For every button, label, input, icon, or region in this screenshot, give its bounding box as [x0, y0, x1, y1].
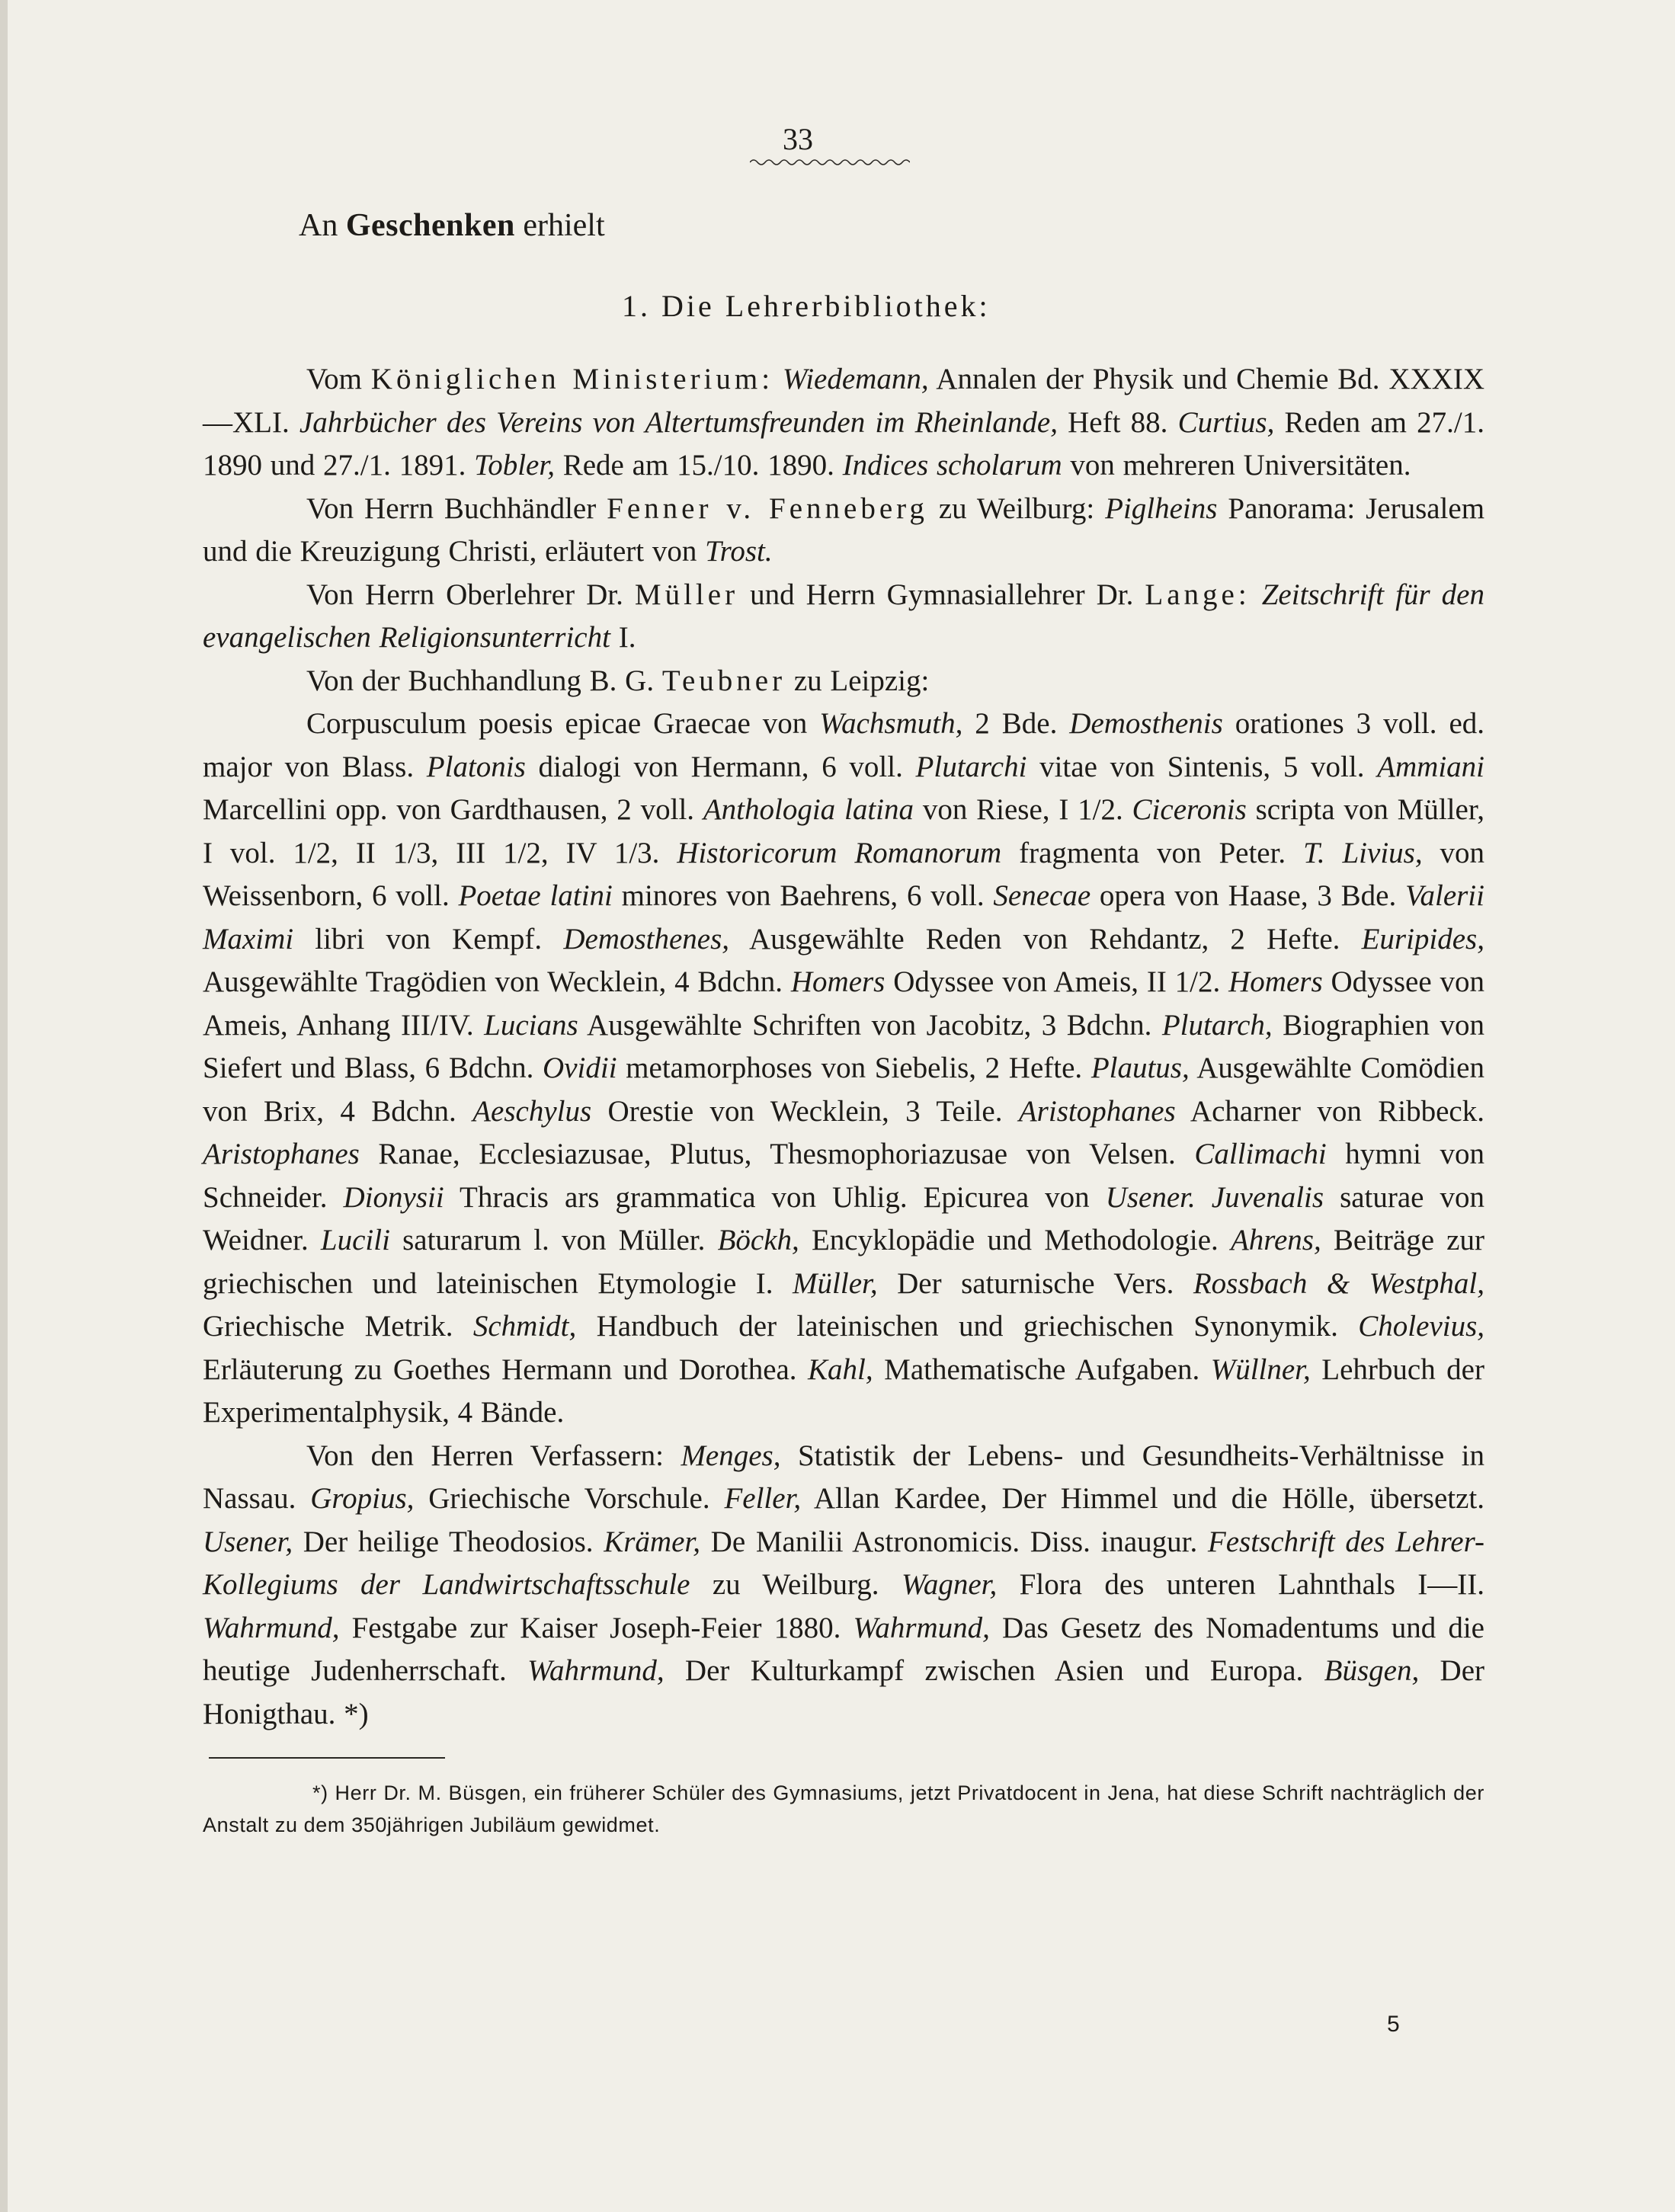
text: Rede am 15./10. 1890.: [562, 449, 834, 482]
italic-segment: Aristophanes: [203, 1138, 360, 1170]
italic-segment: Ammiani: [1377, 750, 1484, 783]
italic-segment: Valerii Maximi: [203, 879, 1484, 956]
author-name: Curtius,: [1177, 405, 1275, 439]
text-segment: orationes 3 voll. ed. major von Blass.: [203, 707, 1485, 783]
text: Von der Buchhandlung B. G.: [306, 664, 655, 697]
text-segment: zu Weilburg.: [690, 1568, 902, 1601]
spaced-text: Müller: [634, 578, 739, 611]
italic-segment: Plautus,: [1091, 1052, 1190, 1084]
text-segment: hymni von Schneider.: [203, 1138, 1485, 1214]
italic-segment: Demosthenis: [1069, 707, 1223, 740]
italic-segment: Schmidt,: [472, 1310, 577, 1343]
italic-segment: Menges,: [681, 1439, 781, 1472]
footnote-rule: [209, 1757, 445, 1759]
italic-segment: Ahrens,: [1230, 1224, 1321, 1256]
text-segment: De Manilii Astronomicis. Diss. inaugur.: [700, 1525, 1208, 1558]
italic-segment: Homers: [1228, 965, 1323, 998]
text: Reden am 27./1. 1890 und 27./1. 1891.: [203, 405, 1485, 482]
author-name: Tobler,: [474, 449, 555, 482]
page-number: 33: [783, 122, 813, 156]
italic-segment: Cholevius,: [1358, 1310, 1485, 1343]
italic-segment: Wahrmund,: [203, 1611, 340, 1644]
text-segment: Ranae, Ecclesiazusae, Plutus, Thesmophoriazusae von Velsen.: [359, 1138, 1195, 1170]
spaced-text: Lange:: [1145, 578, 1251, 611]
italic-segment: Demosthenes,: [563, 922, 730, 956]
heading-suffix: erhielt: [523, 208, 605, 243]
subsection-title: 1. Die Lehrerbibliothek:: [622, 289, 991, 323]
text-segment: Von den Herren Verfassern:: [306, 1439, 681, 1472]
page-edge: [0, 0, 8, 2212]
title-text: Jahrbücher des Vereins von Altertumsfreunden im Rheinlande,: [299, 405, 1058, 439]
signature-mark: 5: [1387, 2012, 1400, 2037]
text: Heft 88.: [1068, 405, 1168, 439]
text-segment: Lehrbuch der Experimentalphysik, 4 Bände.: [203, 1352, 1484, 1429]
spaced-text: Königlichen Ministerium:: [370, 363, 774, 395]
text-segment: Marcellini opp. von Gardthausen, 2 voll.: [203, 793, 703, 826]
italic-segment: Wahrmund,: [853, 1611, 990, 1644]
heading-prefix: An: [299, 208, 338, 243]
text-segment: Handbuch der lateinischen und griechischen Synonymik.: [576, 1310, 1359, 1343]
text-segment: Odyssee von Ameis, Anhang III/IV.: [203, 965, 1484, 1042]
text-segment: Ausgewählte Schriften von Jacobitz, 3 Bdchn.: [578, 1008, 1162, 1042]
italic-segment: Aristophanes: [1018, 1094, 1176, 1128]
text-segment: Mathematische Aufgaben.: [873, 1352, 1211, 1386]
text-segment: Ausgewählte Reden von Rehdantz, 2 Hefte.: [729, 922, 1362, 956]
italic-segment: Juvenalis: [1211, 1180, 1324, 1214]
italic-segment: T. Livius,: [1303, 836, 1423, 869]
author-name: Piglheins: [1105, 491, 1218, 525]
text-segment: Thracis ars grammatica von Uhlig. Epicurea von: [444, 1180, 1106, 1214]
text-segment: Der heilige Theodosios.: [293, 1525, 604, 1558]
heading-bold: Geschenken: [345, 208, 515, 243]
italic-segment: Aeschylus: [472, 1094, 592, 1128]
author-name: Trost.: [705, 535, 773, 568]
text-segment: metamorphoses von Siebelis, 2 Hefte.: [617, 1052, 1091, 1084]
italic-segment: Plutarchi: [915, 750, 1027, 783]
spaced-text: Teubner: [661, 664, 786, 697]
text-segment: scripta von Müller, I vol. 1/2, II 1/3, III 1/2, IV 1/3.: [203, 793, 1484, 869]
text-segment: Encyklopädie und Methodologie.: [799, 1224, 1231, 1256]
text-segment: fragmenta von Peter.: [1001, 836, 1304, 869]
italic-segment: Ciceronis: [1132, 793, 1247, 826]
text-segment: Statistik der Lebens- und Gesundheits-Verhältnisse in Nassau.: [203, 1439, 1484, 1515]
paragraph-verfassern: [203, 1435, 1484, 1737]
page-body: [203, 122, 1484, 1841]
text-segment: Biographien von Siefert und Blass, 6 Bdchn.: [203, 1008, 1484, 1084]
text: Annalen der Physik und Chemie Bd. XXXIX—XLI.: [203, 363, 1484, 439]
text-segment: Corpusculum poesis epicae Graecae von: [306, 707, 820, 740]
decorative-wave-rule: [750, 157, 910, 168]
text-segment: Odyssee von Ameis, II 1/2.: [885, 965, 1229, 998]
text: zu Leipzig:: [793, 664, 930, 697]
text: Von Herrn Buchhändler: [306, 491, 597, 525]
italic-segment: Euripides,: [1361, 922, 1484, 956]
text-segment: saturae von Weidner.: [203, 1180, 1484, 1256]
italic-segment: Poetae latini: [458, 879, 613, 912]
paragraph-teubner-list: [203, 703, 1484, 1435]
title-text: Indices scholarum: [842, 449, 1062, 482]
italic-segment: Dionysii: [343, 1180, 444, 1214]
text-segment: Flora des unteren Lahnthals I—II.: [997, 1568, 1484, 1601]
text: Von Herrn Oberlehrer Dr.: [306, 578, 623, 611]
italic-segment: Lucians: [484, 1008, 578, 1042]
italic-segment: Usener.: [1105, 1180, 1196, 1214]
text-segment: von Weissenborn, 6 voll.: [203, 836, 1484, 912]
text: von mehreren Universitäten.: [1070, 449, 1411, 482]
text-segment: vitae von Sintenis, 5 voll.: [1026, 750, 1378, 783]
paragraph-ministerium: [203, 358, 1484, 488]
section-heading: [299, 203, 1484, 248]
text: Panorama: Jerusalem und die Kreuzigung Christi, erläutert von: [203, 491, 1485, 568]
italic-segment: Platonis: [426, 750, 526, 783]
italic-segment: Callimachi: [1194, 1138, 1327, 1170]
italic-segment: Wachsmuth,: [819, 707, 963, 740]
italic-segment: Wagner,: [901, 1568, 998, 1601]
text-segment: 2 Bde.: [962, 707, 1070, 740]
text-segment: libri von Kempf.: [293, 922, 564, 956]
italic-segment: Festschrift des Lehrer-Kollegiums der Landwirtschaftsschule: [203, 1525, 1484, 1601]
text-segment: Griechische Vorschule.: [414, 1482, 725, 1515]
italic-segment: Feller,: [724, 1482, 802, 1515]
text-segment: von Riese, I 1/2.: [914, 793, 1132, 826]
text-segment: Das Gesetz des Nomadentums und die heutige Judenherrschaft.: [203, 1611, 1484, 1687]
italic-segment: Böckh,: [717, 1224, 799, 1256]
text: I.: [618, 621, 636, 654]
text-segment: minores von Baehrens, 6 voll.: [612, 879, 994, 912]
author-name: Wiedemann,: [782, 363, 929, 395]
text: zu Weilburg:: [938, 491, 1095, 525]
text-segment: Ausgewählte Comödien von Brix, 4 Bdchn.: [203, 1052, 1484, 1128]
italic-segment: Gropius,: [310, 1482, 415, 1515]
text-segment: opera von Haase, 3 Bde.: [1091, 879, 1405, 912]
text-segment: dialogi von Hermann, 6 voll.: [525, 750, 916, 783]
text-segment: Allan Kardee, Der Himmel und die Hölle, übersetzt.: [801, 1482, 1484, 1515]
text-segment: Festgabe zur Kaiser Joseph-Feier 1880.: [339, 1611, 854, 1644]
title-text: Zeitschrift für den evangelischen Religionsunterricht: [203, 578, 1484, 654]
italic-segment: Wüllner,: [1210, 1352, 1311, 1386]
italic-segment: Rossbach & Westphal,: [1193, 1266, 1484, 1300]
text-segment: Der Kulturkampf zwischen Asien und Europa.: [664, 1654, 1324, 1687]
text-segment: [1196, 1181, 1212, 1214]
text-segment: Acharner von Ribbeck.: [1175, 1094, 1484, 1128]
footnote: *) Herr Dr. M. Büsgen, ein früherer Schüler des Gymnasiums, jetzt Privatdocent in Jena, hat diese Schrift nachträglich der Anstalt zu dem 350jährigen Jubiläum gewidmet.: [203, 1781, 1484, 1836]
text-segment: Orestie von Wecklein, 3 Teile.: [591, 1094, 1019, 1128]
paragraph-teubner: [203, 660, 1484, 703]
italic-segment: Büsgen,: [1324, 1654, 1420, 1687]
italic-segment: Lucili: [320, 1224, 390, 1256]
italic-segment: Usener,: [203, 1525, 293, 1558]
italic-segment: Anthologia latina: [703, 793, 914, 826]
italic-segment: Krämer,: [604, 1525, 700, 1558]
italic-segment: Homers: [790, 965, 886, 998]
paragraph-mueller-lange: [203, 574, 1484, 660]
text-segment: Griechische Metrik.: [203, 1310, 473, 1343]
italic-segment: Plutarch,: [1161, 1008, 1273, 1042]
text-segment: Der Honigthau. *): [203, 1654, 1484, 1730]
text: und Herrn Gymnasiallehrer Dr.: [750, 578, 1134, 611]
text-segment: Beiträge zur griechischen und lateinischen Etymologie I.: [203, 1224, 1484, 1300]
italic-segment: Historicorum Romanorum: [677, 836, 1002, 869]
text-segment: Ausgewählte Tragödien von Wecklein, 4 Bdchn.: [203, 965, 791, 998]
text-segment: Der saturnische Vers.: [877, 1266, 1193, 1300]
italic-segment: Müller,: [793, 1266, 878, 1300]
italic-segment: Wahrmund,: [527, 1654, 665, 1687]
italic-segment: Kahl,: [808, 1352, 873, 1386]
text-segment: Erläuterung zu Goethes Hermann und Dorothea.: [203, 1352, 809, 1386]
italic-segment: Senecae: [993, 879, 1091, 912]
italic-segment: Ovidii: [543, 1052, 617, 1084]
text-segment: saturarum l. von Müller.: [389, 1224, 718, 1256]
spaced-text: Fenner v. Fenneberg: [607, 491, 928, 525]
paragraph-fenner: [203, 488, 1484, 574]
text: Vom: [306, 363, 362, 395]
